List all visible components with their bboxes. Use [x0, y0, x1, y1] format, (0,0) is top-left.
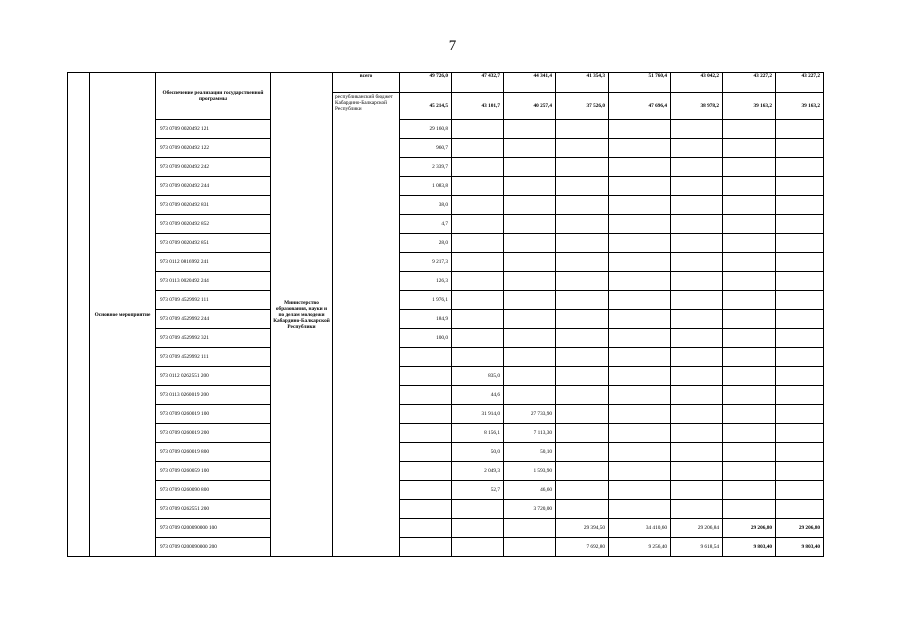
code-value — [556, 462, 609, 481]
code-value — [504, 367, 556, 386]
code-value — [776, 139, 824, 158]
code-value — [671, 500, 723, 519]
code-value — [776, 177, 824, 196]
code-value — [776, 405, 824, 424]
code-value — [776, 272, 824, 291]
code-value — [776, 215, 824, 234]
code-value — [776, 291, 824, 310]
code-value — [556, 481, 609, 500]
budget-value: 39 163,2 — [776, 93, 824, 120]
budget-code: 973 0709 0200090000 200 — [156, 538, 271, 557]
code-value — [723, 348, 776, 367]
code-value — [452, 500, 504, 519]
code-value — [671, 367, 723, 386]
code-value: 50,0 — [452, 443, 504, 462]
code-value — [452, 310, 504, 329]
budget-label: республиканский бюджет Кабардино-Балкарской Республики — [333, 93, 400, 557]
code-value — [452, 158, 504, 177]
code-value — [609, 348, 671, 367]
code-value — [776, 120, 824, 139]
total-value: 41 354,3 — [556, 73, 609, 93]
budget-code: 973 0112 0816992 241 — [156, 253, 271, 272]
code-value — [556, 272, 609, 291]
code-value — [400, 519, 452, 538]
empty-cell — [68, 73, 90, 557]
code-value — [609, 481, 671, 500]
total-label: всего — [333, 73, 400, 93]
code-value: 7 113,30 — [504, 424, 556, 443]
code-value: 44,6 — [452, 386, 504, 405]
code-value — [556, 424, 609, 443]
budget-code: 973 0709 4529992 321 — [156, 329, 271, 348]
budget-code: 973 0709 4529992 244 — [156, 310, 271, 329]
budget-code: 973 0709 0260019 100 — [156, 405, 271, 424]
code-value — [556, 367, 609, 386]
code-value — [452, 291, 504, 310]
code-value: 184,9 — [400, 310, 452, 329]
code-value — [556, 120, 609, 139]
code-value — [671, 196, 723, 215]
code-value — [723, 367, 776, 386]
code-value — [671, 253, 723, 272]
code-value: 2 339,7 — [400, 158, 452, 177]
code-value — [723, 424, 776, 443]
budget-code: 973 0709 4529992 111 — [156, 291, 271, 310]
code-value — [776, 329, 824, 348]
budget-value: 37 526,0 — [556, 93, 609, 120]
code-value: 9 256,40 — [609, 538, 671, 557]
code-value — [671, 177, 723, 196]
code-row — [68, 177, 824, 196]
code-value — [504, 120, 556, 139]
code-row — [68, 500, 824, 519]
code-value — [609, 196, 671, 215]
total-value: 43 042,2 — [671, 73, 723, 93]
code-value — [723, 443, 776, 462]
code-value — [452, 253, 504, 272]
code-value — [452, 348, 504, 367]
code-value — [776, 310, 824, 329]
code-value — [609, 272, 671, 291]
code-value — [723, 386, 776, 405]
budget-value: 47 696,4 — [609, 93, 671, 120]
code-value — [556, 310, 609, 329]
code-value — [504, 386, 556, 405]
code-value — [671, 139, 723, 158]
budget-value: 43 101,7 — [452, 93, 504, 120]
code-value — [452, 329, 504, 348]
code-value — [556, 386, 609, 405]
total-value: 43 227,2 — [776, 73, 824, 93]
code-row — [68, 253, 824, 272]
code-value — [723, 481, 776, 500]
code-value — [671, 386, 723, 405]
code-row — [68, 538, 824, 557]
code-value: 1 976,1 — [400, 291, 452, 310]
total-value: 51 760,4 — [609, 73, 671, 93]
code-value — [452, 215, 504, 234]
code-row — [68, 443, 824, 462]
code-value — [723, 500, 776, 519]
budget-code: 973 0113 0020492 244 — [156, 272, 271, 291]
code-value — [723, 310, 776, 329]
code-value — [671, 348, 723, 367]
code-value — [504, 538, 556, 557]
code-value — [556, 405, 609, 424]
code-value — [556, 215, 609, 234]
budget-value: 38 978,2 — [671, 93, 723, 120]
code-value — [671, 310, 723, 329]
budget-code: 973 0709 0020492 244 — [156, 177, 271, 196]
code-value — [671, 291, 723, 310]
code-value: 29 160,8 — [400, 120, 452, 139]
code-value — [671, 329, 723, 348]
code-value: 9 618,54 — [671, 538, 723, 557]
budget-code: 973 0709 0020492 121 — [156, 120, 271, 139]
budget-table — [67, 72, 824, 557]
code-value — [723, 177, 776, 196]
code-value — [723, 120, 776, 139]
code-value: 52,7 — [452, 481, 504, 500]
budget-code: 973 0709 0200090000 100 — [156, 519, 271, 538]
code-row — [68, 367, 824, 386]
budget-code: 973 0112 0262551 200 — [156, 367, 271, 386]
code-value — [776, 424, 824, 443]
budget-code: 973 0709 0020492 242 — [156, 158, 271, 177]
code-value — [556, 291, 609, 310]
total-row — [68, 73, 824, 93]
code-value — [452, 120, 504, 139]
code-value — [723, 272, 776, 291]
code-value — [723, 462, 776, 481]
code-value: 29 206,84 — [671, 519, 723, 538]
code-value — [776, 348, 824, 367]
code-value — [609, 158, 671, 177]
code-value — [671, 481, 723, 500]
code-value — [723, 329, 776, 348]
code-value — [400, 386, 452, 405]
code-value — [556, 158, 609, 177]
budget-code: 973 0113 0260019 200 — [156, 386, 271, 405]
code-value — [400, 462, 452, 481]
code-row — [68, 481, 824, 500]
code-value — [723, 253, 776, 272]
code-value — [776, 500, 824, 519]
code-value — [504, 196, 556, 215]
code-value — [609, 329, 671, 348]
code-value: 34 410,60 — [609, 519, 671, 538]
code-value — [609, 234, 671, 253]
code-value: 29 206,80 — [723, 519, 776, 538]
code-value — [556, 329, 609, 348]
code-value — [452, 139, 504, 158]
code-value — [556, 500, 609, 519]
budget-code: 973 0709 0260019 800 — [156, 443, 271, 462]
budget-value: 45 214,5 — [400, 93, 452, 120]
code-value — [776, 367, 824, 386]
code-value — [504, 272, 556, 291]
code-value — [723, 215, 776, 234]
budget-code: 973 0709 0020492 831 — [156, 196, 271, 215]
code-value — [671, 462, 723, 481]
code-value: 31 914,0 — [452, 405, 504, 424]
code-value — [671, 120, 723, 139]
program-title-cell: Обеспечение реализации государственной программы — [156, 73, 271, 120]
code-value — [723, 291, 776, 310]
code-value — [723, 234, 776, 253]
code-value — [776, 481, 824, 500]
page-number: 7 — [448, 38, 457, 54]
code-value — [504, 234, 556, 253]
code-value — [504, 519, 556, 538]
code-row — [68, 348, 824, 367]
total-value: 47 432,7 — [452, 73, 504, 93]
code-value — [609, 120, 671, 139]
code-row — [68, 405, 824, 424]
code-value: 50,10 — [504, 443, 556, 462]
code-row — [68, 272, 824, 291]
code-value — [609, 291, 671, 310]
code-value — [609, 139, 671, 158]
code-value: 2 049,3 — [452, 462, 504, 481]
code-value — [556, 348, 609, 367]
budget-code: 973 0709 0020492 122 — [156, 139, 271, 158]
code-row — [68, 329, 824, 348]
code-value — [452, 538, 504, 557]
code-value: 4,7 — [400, 215, 452, 234]
code-value — [452, 272, 504, 291]
code-value — [400, 367, 452, 386]
code-value: 126,3 — [400, 272, 452, 291]
code-value: 9 803,40 — [776, 538, 824, 557]
code-value — [504, 348, 556, 367]
code-value — [723, 139, 776, 158]
code-value — [504, 177, 556, 196]
total-value: 49 726,0 — [400, 73, 452, 93]
code-value — [400, 538, 452, 557]
code-row — [68, 462, 824, 481]
code-value — [556, 139, 609, 158]
code-value — [400, 481, 452, 500]
code-row — [68, 139, 824, 158]
code-value — [504, 253, 556, 272]
total-value: 44 341,4 — [504, 73, 556, 93]
code-value — [452, 196, 504, 215]
code-value — [400, 424, 452, 443]
code-value — [671, 234, 723, 253]
code-value: 38,0 — [400, 196, 452, 215]
code-value — [400, 500, 452, 519]
code-value — [609, 443, 671, 462]
code-value — [671, 424, 723, 443]
event-type-cell: Основное мероприятие — [90, 73, 156, 557]
code-value — [400, 348, 452, 367]
code-value — [671, 405, 723, 424]
code-value — [609, 500, 671, 519]
code-value — [723, 405, 776, 424]
code-value: 835,0 — [452, 367, 504, 386]
code-value — [609, 253, 671, 272]
code-row — [68, 234, 824, 253]
code-value — [671, 158, 723, 177]
code-value — [609, 310, 671, 329]
code-value — [776, 234, 824, 253]
code-value — [723, 158, 776, 177]
code-value — [776, 196, 824, 215]
code-row — [68, 215, 824, 234]
code-value: 29 206,80 — [776, 519, 824, 538]
code-value — [504, 310, 556, 329]
code-value — [776, 158, 824, 177]
code-value — [671, 272, 723, 291]
code-row — [68, 196, 824, 215]
code-value — [504, 329, 556, 348]
code-value: 960,7 — [400, 139, 452, 158]
executor-cell: Министерство образования, науки и по делам молодежи Кабардино-Балкарской Республики — [271, 73, 333, 557]
code-value — [609, 405, 671, 424]
code-row — [68, 158, 824, 177]
budget-code: 973 0709 0262551 200 — [156, 500, 271, 519]
code-row — [68, 386, 824, 405]
code-value — [556, 234, 609, 253]
code-value — [671, 215, 723, 234]
code-value — [609, 424, 671, 443]
code-value — [556, 253, 609, 272]
budget-code: 973 0709 0020492 852 — [156, 215, 271, 234]
code-value — [776, 253, 824, 272]
code-value: 29 394,50 — [556, 519, 609, 538]
code-value — [452, 234, 504, 253]
code-value — [776, 462, 824, 481]
code-value — [723, 196, 776, 215]
code-value — [609, 177, 671, 196]
code-value — [609, 215, 671, 234]
code-value: 9 803,40 — [723, 538, 776, 557]
code-row — [68, 519, 824, 538]
code-value: 100,0 — [400, 329, 452, 348]
code-value — [556, 177, 609, 196]
code-value — [400, 443, 452, 462]
code-value — [609, 367, 671, 386]
code-value: 28,0 — [400, 234, 452, 253]
code-value: 1 593,90 — [504, 462, 556, 481]
budget-value: 40 257,4 — [504, 93, 556, 120]
code-value — [504, 215, 556, 234]
code-row — [68, 310, 824, 329]
budget-code: 973 0709 0260059 100 — [156, 462, 271, 481]
code-value: 8 156,1 — [452, 424, 504, 443]
code-value — [671, 443, 723, 462]
code-value — [452, 177, 504, 196]
code-value: 46,60 — [504, 481, 556, 500]
code-value — [776, 443, 824, 462]
total-value: 43 227,2 — [723, 73, 776, 93]
code-value — [609, 386, 671, 405]
code-value — [556, 196, 609, 215]
code-value — [504, 139, 556, 158]
budget-code: 973 0709 4529992 111 — [156, 348, 271, 367]
budget-value: 39 163,2 — [723, 93, 776, 120]
code-row — [68, 424, 824, 443]
code-value: 3 720,00 — [504, 500, 556, 519]
budget-code: 973 0709 0260019 200 — [156, 424, 271, 443]
code-value — [452, 519, 504, 538]
code-value: 7 692,80 — [556, 538, 609, 557]
code-value — [776, 386, 824, 405]
code-value — [609, 462, 671, 481]
code-value: 9 217,3 — [400, 253, 452, 272]
code-value: 1 083,8 — [400, 177, 452, 196]
budget-code: 973 0709 0260090 800 — [156, 481, 271, 500]
code-value — [504, 158, 556, 177]
code-value — [504, 291, 556, 310]
code-row — [68, 120, 824, 139]
budget-code: 973 0709 0020492 851 — [156, 234, 271, 253]
code-value — [400, 405, 452, 424]
code-value: 27 733,90 — [504, 405, 556, 424]
code-value — [556, 443, 609, 462]
code-row — [68, 291, 824, 310]
